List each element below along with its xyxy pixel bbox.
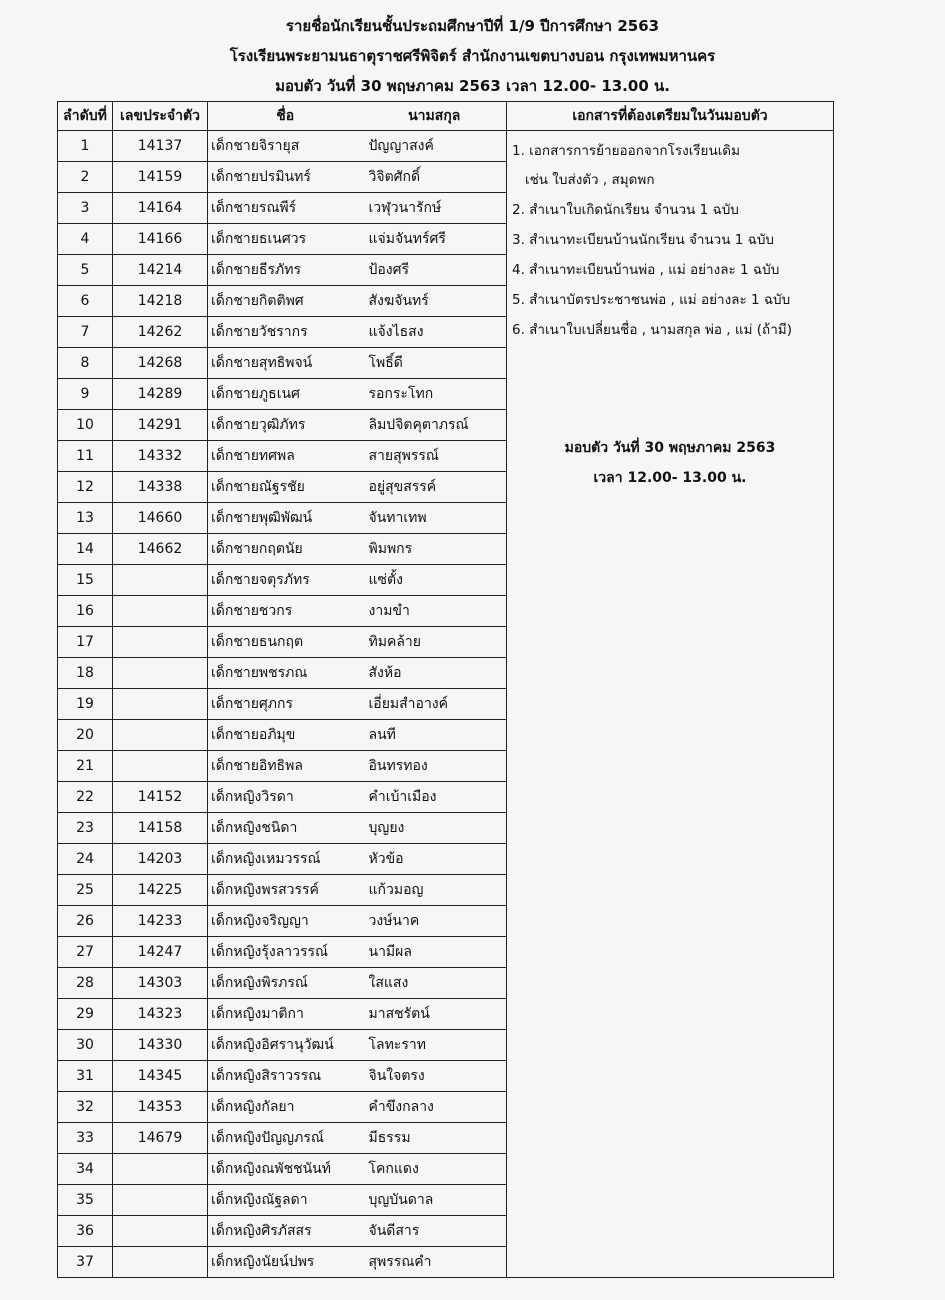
appointment-line: มอบตัว วันที่ 30 พฤษภาคม 2563 เวลา 12.00- 13.00 น. [275,77,670,95]
student-name: เด็กชายกิตติพศ [208,286,363,317]
row-number: 33 [58,1123,113,1154]
row-number: 11 [58,441,113,472]
student-surname: แจ้งไธสง [363,317,507,348]
column-header-no: ลำดับที่ [58,102,113,131]
row-number: 20 [58,720,113,751]
student-surname: สุพรรณคำ [363,1247,507,1278]
student-id [113,596,208,627]
row-number: 25 [58,875,113,906]
appointment-time: เวลา 12.00- 13.00 น. [593,470,747,486]
student-surname: วงษ์นาค [363,906,507,937]
student-id: 14159 [113,162,208,193]
document-item: 3. สำเนาทะเบียนบ้านนักเรียน จำนวน 1 ฉบับ [512,232,774,248]
student-id: 14203 [113,844,208,875]
student-surname: บุญยง [363,813,507,844]
student-roster-table [57,101,834,1278]
student-name: เด็กหญิงปัญญภรณ์ [208,1123,363,1154]
row-number: 5 [58,255,113,286]
row-number: 12 [58,472,113,503]
student-id: 14353 [113,1092,208,1123]
row-number: 1 [58,131,113,162]
student-surname: โพธิ์ดี [363,348,507,379]
student-surname: มาสชรัตน์ [363,999,507,1030]
row-number: 17 [58,627,113,658]
student-surname: จันทาเทพ [363,503,507,534]
student-name: เด็กหญิงมาติกา [208,999,363,1030]
row-number: 22 [58,782,113,813]
row-number: 32 [58,1092,113,1123]
row-number: 35 [58,1185,113,1216]
row-number: 6 [58,286,113,317]
row-number: 27 [58,937,113,968]
student-surname: อินทรทอง [363,751,507,782]
student-name: เด็กชายอิทธิพล [208,751,363,782]
row-number: 7 [58,317,113,348]
student-id: 14323 [113,999,208,1030]
student-id [113,751,208,782]
student-name: เด็กหญิงกัลยา [208,1092,363,1123]
student-surname: ลิมปจิตคุตาภรณ์ [363,410,507,441]
student-id: 14660 [113,503,208,534]
student-id: 14225 [113,875,208,906]
student-surname: จันดีสาร [363,1216,507,1247]
student-surname: ป้องศรี [363,255,507,286]
student-name: เด็กชายปรมินทร์ [208,162,363,193]
table-row [58,131,834,162]
student-id: 14164 [113,193,208,224]
document-item: 6. สำเนาใบเปลี่ยนชื่อ , นามสกุล พ่อ , แม่ (ถ้ามี) [512,322,792,338]
column-header-name: ชื่อ [208,102,363,131]
document-item: เช่น ใบส่งตัว , สมุดพก [525,172,655,188]
student-name: เด็กชายสุทธิพจน์ [208,348,363,379]
student-name: เด็กชายณัฐรชัย [208,472,363,503]
student-id [113,565,208,596]
row-number: 37 [58,1247,113,1278]
row-number: 4 [58,224,113,255]
student-id: 14332 [113,441,208,472]
student-name: เด็กชายธีรภัทร [208,255,363,286]
row-number: 15 [58,565,113,596]
student-surname: ใสแสง [363,968,507,999]
row-number: 2 [58,162,113,193]
row-number: 8 [58,348,113,379]
student-name: เด็กหญิงจริญญา [208,906,363,937]
student-id: 14291 [113,410,208,441]
student-surname: เอี่ยมสำอางค์ [363,689,507,720]
student-name: เด็กหญิงเหมวรรณ์ [208,844,363,875]
document-item: 5. สำเนาบัตรประชาชนพ่อ , แม่ อย่างละ 1 ฉบับ [512,292,791,308]
student-surname: โคกแดง [363,1154,507,1185]
student-id: 14137 [113,131,208,162]
student-name: เด็กหญิงศิรภัสสร [208,1216,363,1247]
student-surname: สังฆจันทร์ [363,286,507,317]
student-id [113,720,208,751]
student-surname: มีธรรม [363,1123,507,1154]
document-item: 4. สำเนาทะเบียนบ้านพ่อ , แม่ อย่างละ 1 ฉบับ [512,262,780,278]
row-number: 34 [58,1154,113,1185]
row-number: 36 [58,1216,113,1247]
student-surname: คำขึงกลาง [363,1092,507,1123]
student-name: เด็กชายกฤตนัย [208,534,363,565]
student-name: เด็กหญิงสิราวรรณ [208,1061,363,1092]
student-surname: แก้วมอญ [363,875,507,906]
student-surname: สายสุพรรณ์ [363,441,507,472]
student-name: เด็กหญิงณพัชชนันท์ [208,1154,363,1185]
student-name: เด็กชายจิรายุส [208,131,363,162]
student-id: 14330 [113,1030,208,1061]
student-id: 14338 [113,472,208,503]
row-number: 19 [58,689,113,720]
student-id: 14218 [113,286,208,317]
student-surname: จินใจตรง [363,1061,507,1092]
student-id: 14303 [113,968,208,999]
student-surname: งามขำ [363,596,507,627]
column-header-id: เลขประจำตัว [113,102,208,131]
student-id: 14214 [113,255,208,286]
column-header-documents: เอกสารที่ต้องเตรียมในวันมอบตัว [507,102,834,131]
student-surname: ปัญญาสงค์ [363,131,507,162]
student-name: เด็กชายทศพล [208,441,363,472]
student-id: 14158 [113,813,208,844]
document-item: 2. สำเนาใบเกิดนักเรียน จำนวน 1 ฉบับ [512,202,739,218]
student-name: เด็กหญิงอิศรานุวัฒน์ [208,1030,363,1061]
row-number: 10 [58,410,113,441]
row-number: 21 [58,751,113,782]
student-name: เด็กหญิงพิรภรณ์ [208,968,363,999]
student-id: 14679 [113,1123,208,1154]
student-id: 14345 [113,1061,208,1092]
student-name: เด็กหญิงวิรดา [208,782,363,813]
student-id [113,1185,208,1216]
row-number: 30 [58,1030,113,1061]
document-item: 1. เอกสารการย้ายออกจากโรงเรียนเดิม [512,143,740,159]
student-surname: เวฬุวนารักษ์ [363,193,507,224]
student-name: เด็กหญิงนัยน์ปพร [208,1247,363,1278]
student-surname: บุญบันดาล [363,1185,507,1216]
student-id: 14166 [113,224,208,255]
student-id: 14662 [113,534,208,565]
student-name: เด็กหญิงพรสวรรค์ [208,875,363,906]
student-name: เด็กหญิงณัฐลดา [208,1185,363,1216]
student-name: เด็กชายชวกร [208,596,363,627]
student-surname: อยู่สุขสรรค์ [363,472,507,503]
student-id [113,627,208,658]
row-number: 28 [58,968,113,999]
student-name: เด็กชายรณพีร์ [208,193,363,224]
row-number: 23 [58,813,113,844]
row-number: 29 [58,999,113,1030]
student-surname: พิมพกร [363,534,507,565]
student-surname: แจ่มจันทร์ศรี [363,224,507,255]
student-name: เด็กชายพชรภณ [208,658,363,689]
row-number: 16 [58,596,113,627]
student-name: เด็กชายศุภกร [208,689,363,720]
student-name: เด็กชายวัชรากร [208,317,363,348]
student-surname: หัวข้อ [363,844,507,875]
student-surname: นามีผล [363,937,507,968]
student-id: 14152 [113,782,208,813]
student-surname: สังห้อ [363,658,507,689]
student-id: 14247 [113,937,208,968]
student-name: เด็กชายภูธเนศ [208,379,363,410]
student-name: เด็กชายอภิมุข [208,720,363,751]
student-name: เด็กชายวุฒิภัทร [208,410,363,441]
student-id: 14233 [113,906,208,937]
student-surname: แซ่ตั้ง [363,565,507,596]
row-number: 14 [58,534,113,565]
student-id: 14289 [113,379,208,410]
student-name: เด็กชายพุฒิพัฒน์ [208,503,363,534]
student-id: 14268 [113,348,208,379]
student-surname: คำเบ้าเมือง [363,782,507,813]
student-id: 14262 [113,317,208,348]
row-number: 31 [58,1061,113,1092]
table-body [58,131,834,1278]
student-name: เด็กชายธนกฤต [208,627,363,658]
row-number: 3 [58,193,113,224]
row-number: 18 [58,658,113,689]
row-number: 26 [58,906,113,937]
student-surname: ทิมคล้าย [363,627,507,658]
student-surname: ลนที [363,720,507,751]
student-id [113,1247,208,1278]
student-id [113,1216,208,1247]
column-header-surname: นามสกุล [363,102,507,131]
student-surname: โลทะราท [363,1030,507,1061]
student-id [113,689,208,720]
school-line: โรงเรียนพระยามนธาตุราชศรีพิจิตร์ สำนักงานเขตบางบอน กรุงเทพมหานคร [229,47,716,65]
student-name: เด็กหญิงชนิดา [208,813,363,844]
student-surname: รอกระโทก [363,379,507,410]
student-id [113,1154,208,1185]
student-name: เด็กหญิงรุ้งลาวรรณ์ [208,937,363,968]
row-number: 24 [58,844,113,875]
row-number: 9 [58,379,113,410]
student-name: เด็กชายธเนศวร [208,224,363,255]
table-header-row [58,102,834,131]
student-name: เด็กชายจตุรภัทร [208,565,363,596]
student-id [113,658,208,689]
row-number: 13 [58,503,113,534]
appointment-date: มอบตัว วันที่ 30 พฤษภาคม 2563 [564,440,776,456]
title-line: รายชื่อนักเรียนชั้นประถมศึกษาปีที่ 1/9 ปีการศึกษา 2563 [285,17,660,35]
documents-cell [507,131,834,1278]
student-surname: วิจิตศักดิ์ [363,162,507,193]
